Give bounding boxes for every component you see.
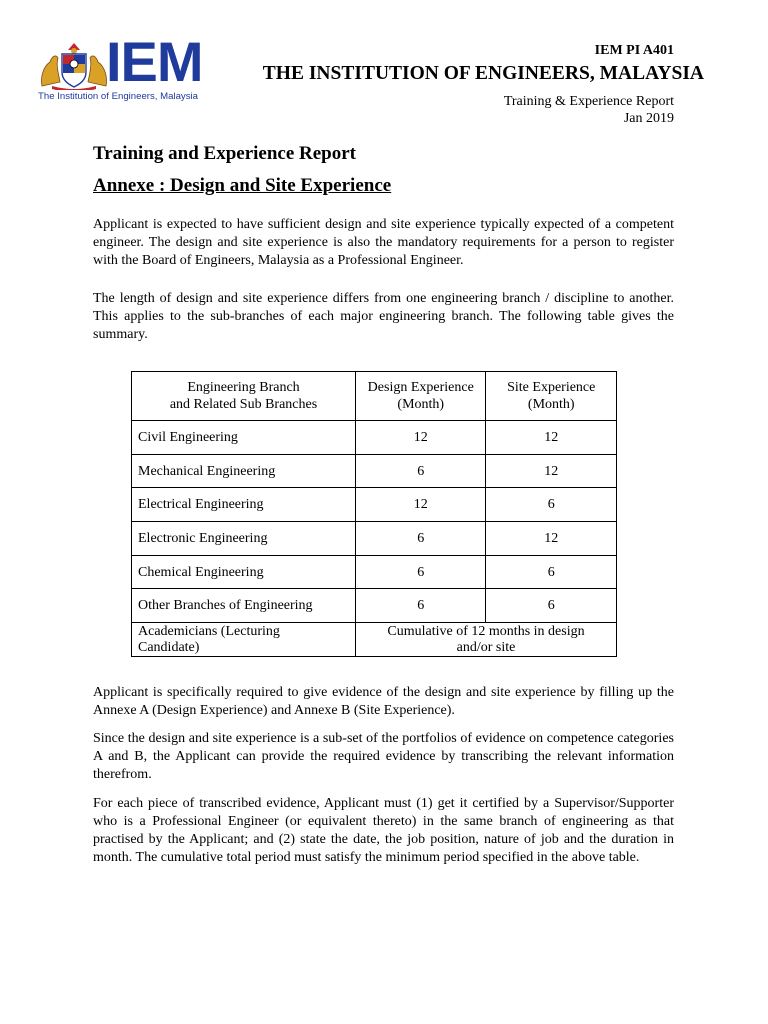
site-cell: 12 (486, 454, 617, 488)
design-cell: 6 (356, 555, 486, 589)
branch-cell: Civil Engineering (132, 421, 356, 455)
branch-cell: Mechanical Engineering (132, 454, 356, 488)
header-site: Site Experience (Month) (486, 372, 617, 421)
design-cell: 12 (356, 421, 486, 455)
table-row (132, 555, 617, 589)
design-cell: 6 (356, 522, 486, 556)
table-row (132, 488, 617, 522)
header-branch: Engineering Branch and Related Sub Branches (132, 372, 356, 421)
branch-cell: Academicians (Lecturing Candidate) (132, 623, 356, 657)
site-cell: 12 (486, 421, 617, 455)
document-code: IEM PI A401 (594, 43, 674, 58)
logo-caption: The Institution of Engineers, Malaysia (38, 91, 198, 102)
design-cell: 12 (356, 488, 486, 522)
site-cell: 6 (486, 589, 617, 623)
site-cell: 12 (486, 522, 617, 556)
iem-logo (38, 30, 224, 106)
header-design: Design Experience (Month) (356, 372, 486, 421)
table-row (132, 522, 617, 556)
site-cell: 6 (486, 488, 617, 522)
branch-cell: Electrical Engineering (132, 488, 356, 522)
branch-cell: Electronic Engineering (132, 522, 356, 556)
coat-of-arms-icon (38, 42, 110, 90)
paragraph-subset: Since the design and site experience is a sub-set of the portfolios of evidence on competence categories A and B, the Applicant can provide the required evidence by transcribing the relevant information therefrom. (93, 731, 674, 782)
table-row (132, 589, 617, 623)
table-row (132, 454, 617, 488)
branch-cell: Chemical Engineering (132, 555, 356, 589)
table-row-academicians (132, 623, 617, 657)
branch-cell: Other Branches of Engineering (132, 589, 356, 623)
document-type: Training & Experience Report (503, 94, 674, 109)
experience-table (131, 371, 617, 657)
paragraph-intro: Applicant is expected to have sufficient design and site experience typically expected of a competent engineer. The design and site experience is also the mandatory requirements for a person to register with the Board of Engineers, Malaysia as a Professional Engineer. (93, 217, 674, 268)
combined-experience-cell: Cumulative of 12 months in design and/or site (356, 623, 617, 657)
table-row (132, 421, 617, 455)
design-cell: 6 (356, 454, 486, 488)
paragraph-length: The length of design and site experience differs from one engineering branch / discipline to another. This applies to the sub-branches of each major engineering branch. The following table gives the summary. (93, 291, 674, 342)
document-date: Jan 2019 (623, 111, 674, 126)
page-title: Training and Experience Report (93, 143, 357, 164)
paragraph-certification: For each piece of transcribed evidence, Applicant must (1) get it certified by a Supervisor/Supporter who is a Professional Engineer (or equivalent thereto) in the same branch of engineering as that practised by the Applicant; and (2) state the date, the job position, nature of job and the duration in month. The cumulative total period must satisfy the minimum period specified in the above table. (93, 796, 674, 865)
paragraph-evidence: Applicant is specifically required to give evidence of the design and site experience by filling up the Annexe A (Design Experience) and Annexe B (Site Experience). (93, 685, 674, 718)
site-cell: 6 (486, 555, 617, 589)
table-header-row (132, 372, 617, 421)
page-subtitle: Annexe : Design and Site Experience (93, 175, 392, 196)
design-cell: 6 (356, 589, 486, 623)
organization-name: THE INSTITUTION OF ENGINEERS, MALAYSIA (262, 63, 704, 84)
logo-wordmark: IEM (106, 30, 203, 93)
